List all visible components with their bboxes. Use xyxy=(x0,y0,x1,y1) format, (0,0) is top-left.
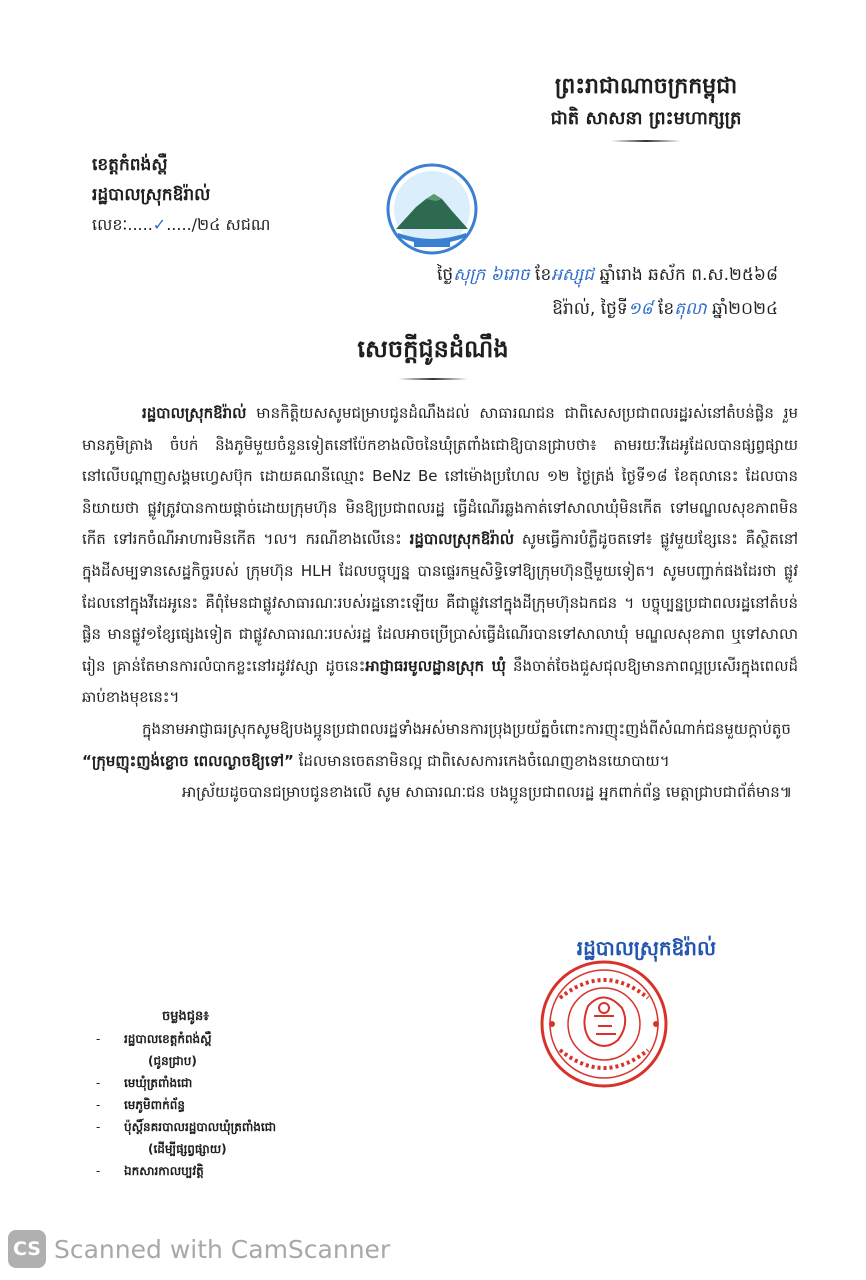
cc-item-note: (ដើម្បីផ្សព្វផ្សាយ) xyxy=(148,1142,227,1156)
paragraph-1: រដ្ឋបាលស្រុកឱរ៉ាល់ មានកិត្តិយសសូមជម្រាបជូនដំណឹងដល់ សាធារណជន ជាពិសេសប្រជាពលរដ្ឋរស់នៅតំបន់ផ្លិន រួមមានភូមិត្រាង ចំបក់ និងភូមិមួយចំនួនទៀតនៅប៉ែកខាងលិចនៃឃុំត្រពាំងជោឱ្យបានជ្រាបថា៖ តាមរយៈវីដេអូដែលបានផ្សព្វផ្សាយនៅលើបណ្តាញសង្គមហ្វេសប៊ុក ដោយគណនីឈ្មោះ BeNz Be នៅម៉ោងប្រហែល ១២ ថ្ងៃត្រង់ ថ្ងៃទី១៨ ខែតុលានេះ ដែលបាននិយាយថា ផ្លូវត្រូវបានកាយផ្តាច់ដោយក្រុមហ៊ុន មិនឱ្យប្រជាពលរដ្ឋ ធ្វើដំណើរឆ្លងកាត់ទៅសាលាឃុំមិនកើត ទៅមណ្ឌលសុខភាពមិនកើត ទៅរកចំណីអាហារមិនកើត ។ល។ ករណីខាងលើនេះ រដ្ឋបាលស្រុកឱរ៉ាល់ សូមធ្វើការបំភ្លឺដូចតទៅ៖ ផ្លូវមួយខ្សែនេះ គឺស្ថិតនៅក្នុងដីសម្បទានសេដ្ឋកិច្ចរបស់ ក្រុមហ៊ុន HLH ដែលបច្ចុប្បន្ន បានផ្ទេរកម្មសិទ្ធិទៅឱ្យក្រុមហ៊ុនថ្មីមួយទៀត។ សូមបញ្ជាក់ផងដែរថា ផ្លូវដែលនៅក្នុងវីដេអូនេះ គឺពុំមែនជាផ្លូវសាធារណៈរបស់រដ្ឋនោះឡើយ គឺជាផ្លូវនៅក្នុងដីក្រុមហ៊ុនឯកជន ។ បច្ចុប្បន្នប្រជាពលរដ្ឋនៅតំបន់ផ្លិន មានផ្លូវ១ខ្សែផ្សេងទៀត ជាផ្លូវសាធារណៈរបស់រដ្ឋ ដែលអាចប្រើប្រាស់ធ្វើដំណើរបានទៅសាលាឃុំ មណ្ឌលសុខភាព ឬទៅសាលារៀន គ្រាន់តែមានការលំបាកខ្លះនៅរដូវវស្សា ដូចនេះអាជ្ញាធរមូលដ្ឋានស្រុក ឃុំ នឹងចាត់ចែងជួសជុលឱ្យមានភាពល្អប្រសើរក្នុងពេលដ៏ឆាប់ខាងមុខនេះ។ xyxy=(82,404,799,707)
official-seal-icon xyxy=(538,958,670,1090)
check-mark-icon: ✓ xyxy=(152,215,167,234)
signatory-title: រដ្ឋបាលស្រុកឱរ៉ាល់ xyxy=(576,936,716,960)
sender-block xyxy=(92,150,270,240)
district-logo-icon xyxy=(386,163,478,255)
cc-item: - មេឃុំត្រពាំងជោ xyxy=(96,1076,193,1090)
kingdom-header xyxy=(496,70,796,142)
notice-body xyxy=(82,398,798,809)
solar-date: ឱរ៉ាល់, ថ្ងៃទី១៨ ខែតុលា ឆ្នាំ២០២៤ xyxy=(552,299,778,319)
paragraph-2: ក្នុងនាមអាជ្ញាធរស្រុកសូមឱ្យបងប្អូនប្រជាពលរដ្ឋទាំងអស់មានការប្រុងប្រយ័ត្នចំពោះការញុះញង់ពីសំណាក់ជនមួយក្តាប់តូច “ក្រុមញុះញង់ខ្លោច ពេលល្ងាចឱ្យទៅ” ដែលមានចេតនាមិនល្អ ជាពិសេសការកេងចំណេញខាងនយោបាយ។ xyxy=(82,719,791,770)
cc-item: - ប៉ុស្តិ៍នគរបាលរដ្ឋបាលឃុំត្រពាំងជោ xyxy=(96,1120,277,1134)
district-name: រដ្ឋបាលស្រុកឱរ៉ាល់ xyxy=(92,185,211,205)
title-divider xyxy=(398,378,468,380)
paragraph-3: អាស្រ័យដូចបានជម្រាបជូនខាងលើ សូម សាធារណៈជន បងប្អូនប្រជាពលរដ្ឋ អ្នកពាក់ព័ន្ធ មេត្តាជ្រាបជាព័ត៌មាន៕ xyxy=(182,783,793,802)
province-name: ខេត្តកំពង់ស្ពឺ xyxy=(92,155,168,175)
kingdom-title: ព្រះរាជាណាចក្រកម្ពុជា xyxy=(554,74,738,99)
camscanner-watermark xyxy=(8,1230,390,1268)
carbon-copy-list xyxy=(92,1006,276,1182)
cc-title: ចម្លងជូន៖ xyxy=(162,1009,209,1024)
cc-item: - មេភូមិពាក់ព័ន្ធ xyxy=(96,1098,185,1112)
cc-item: - រដ្ឋបាលខេត្តកំពង់ស្ពឺ xyxy=(96,1032,212,1046)
lunar-date: ថ្ងៃសុក្រ ៦រោច ខែអស្សុជ ឆ្នាំរោង ឆស័ក ព.ស.២៥៦៨ xyxy=(437,265,778,285)
reference-number: លេខៈ.....✓...../២៤ សជណ xyxy=(92,215,271,234)
document-title: សេចក្តីជូនដំណឹង xyxy=(357,335,509,363)
cc-item-note: (ជូនជ្រាប) xyxy=(148,1054,197,1068)
watermark-text: Scanned with CamScanner xyxy=(54,1234,391,1264)
camscanner-logo-icon: CS xyxy=(8,1230,46,1268)
header-divider xyxy=(611,140,681,142)
cc-item: - ឯកសារកាលប្បវត្តិ xyxy=(96,1164,204,1178)
kingdom-motto: ជាតិ សាសនា ព្រះមហាក្សត្រ xyxy=(550,108,742,129)
